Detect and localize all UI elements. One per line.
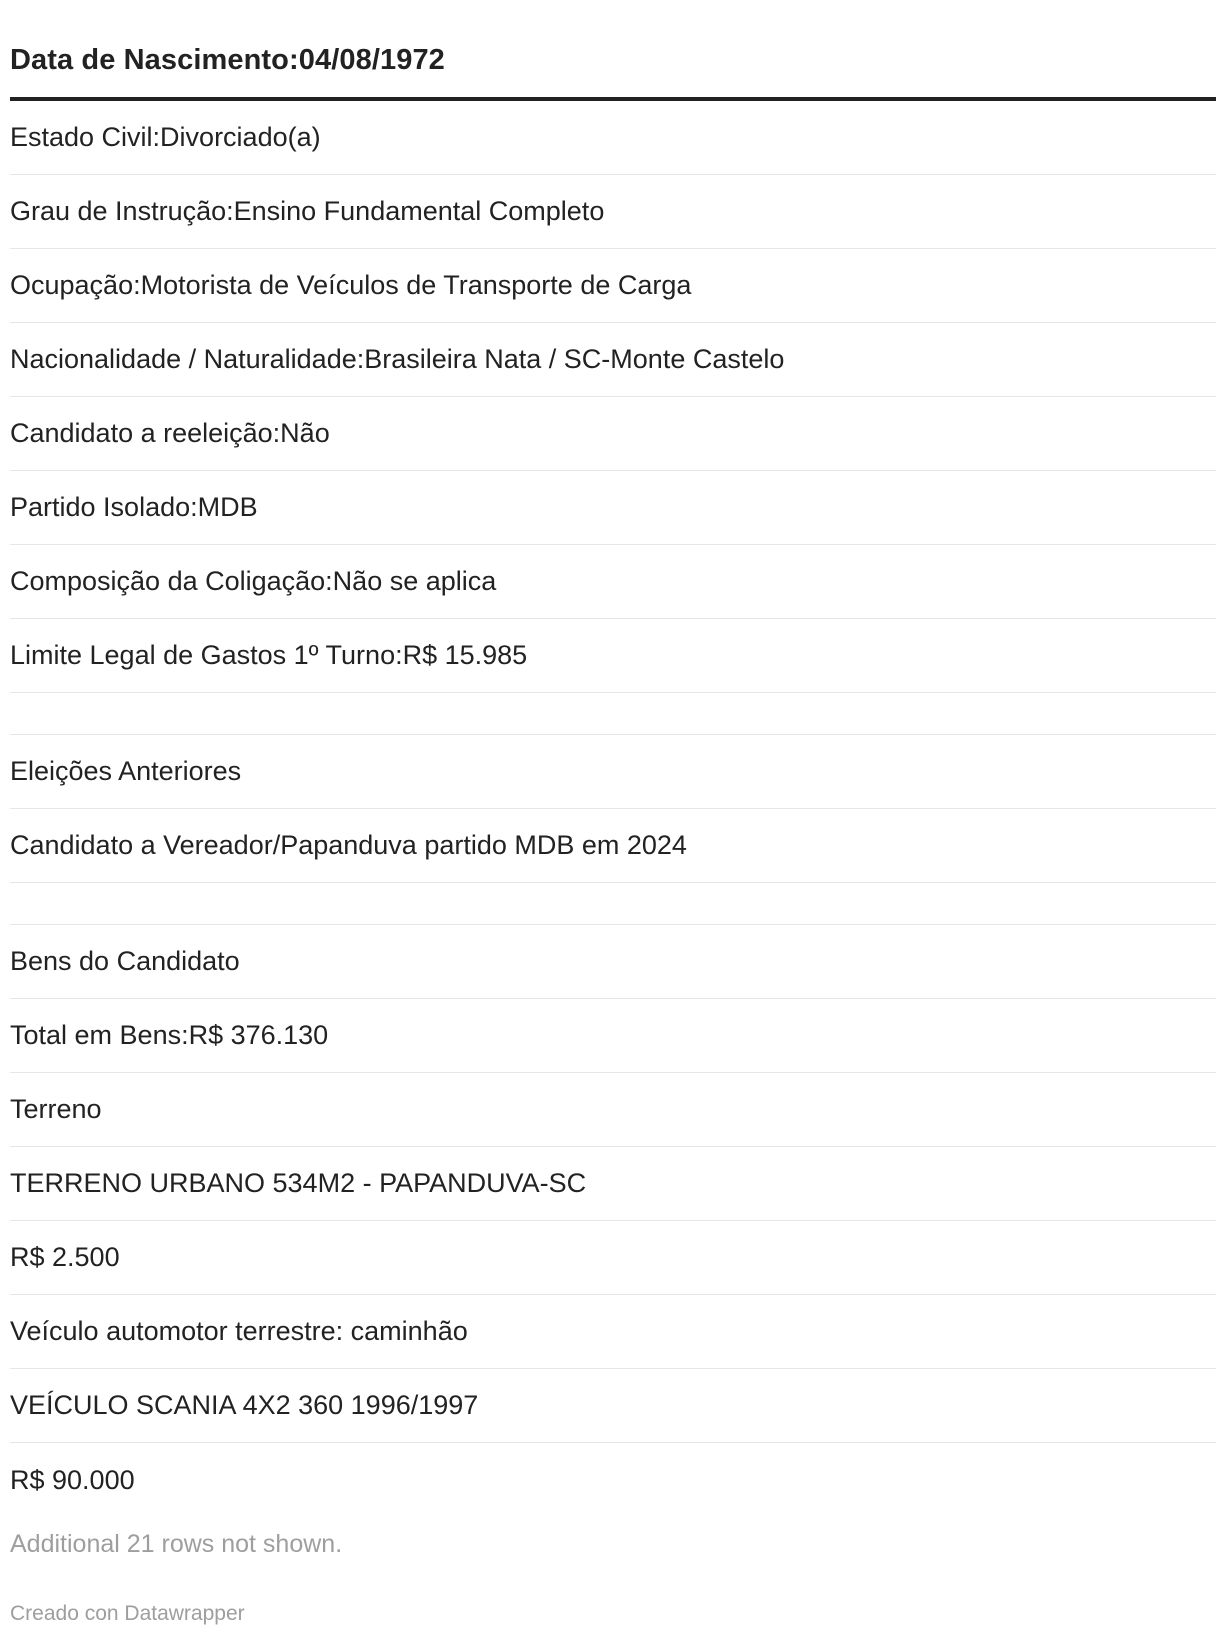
table-row: Eleições Anteriores xyxy=(10,735,1216,809)
table-row: Candidato a reeleição:Não xyxy=(10,397,1216,471)
table-row: VEÍCULO SCANIA 4X2 360 1996/1997 xyxy=(10,1369,1216,1443)
table-row: Bens do Candidato xyxy=(10,925,1216,999)
table-row: Partido Isolado:MDB xyxy=(10,471,1216,545)
table-row: Total em Bens:R$ 376.130 xyxy=(10,999,1216,1073)
table-row: Nacionalidade / Naturalidade:Brasileira Nata / SC-Monte Castelo xyxy=(10,323,1216,397)
table-row: Composição da Coligação:Não se aplica xyxy=(10,545,1216,619)
table-header-label: Data de Nascimento:04/08/1972 xyxy=(10,44,445,76)
table-row: R$ 2.500 xyxy=(10,1221,1216,1295)
table-row-empty xyxy=(10,883,1216,925)
table-row: Limite Legal de Gastos 1º Turno:R$ 15.985 xyxy=(10,619,1216,693)
table-row: Terreno xyxy=(10,1073,1216,1147)
table-notes: Additional 21 rows not shown. xyxy=(10,1530,343,1558)
table-row: Candidato a Vereador/Papanduva partido MDB em 2024 xyxy=(10,809,1216,883)
credit-line: Creado con Datawrapper xyxy=(10,1602,245,1625)
data-table xyxy=(10,0,1216,1517)
table-row: Grau de Instrução:Ensino Fundamental Completo xyxy=(10,175,1216,249)
table-row: Veículo automotor terrestre: caminhão xyxy=(10,1295,1216,1369)
table-row: R$ 90.000 xyxy=(10,1464,135,1495)
table-row-empty xyxy=(10,693,1216,735)
table-row: TERRENO URBANO 534M2 - PAPANDUVA-SC xyxy=(10,1147,1216,1221)
table-row: Ocupação:Motorista de Veículos de Transporte de Carga xyxy=(10,249,1216,323)
table-row: Estado Civil:Divorciado(a) xyxy=(10,101,1216,175)
table-header xyxy=(10,0,1216,101)
